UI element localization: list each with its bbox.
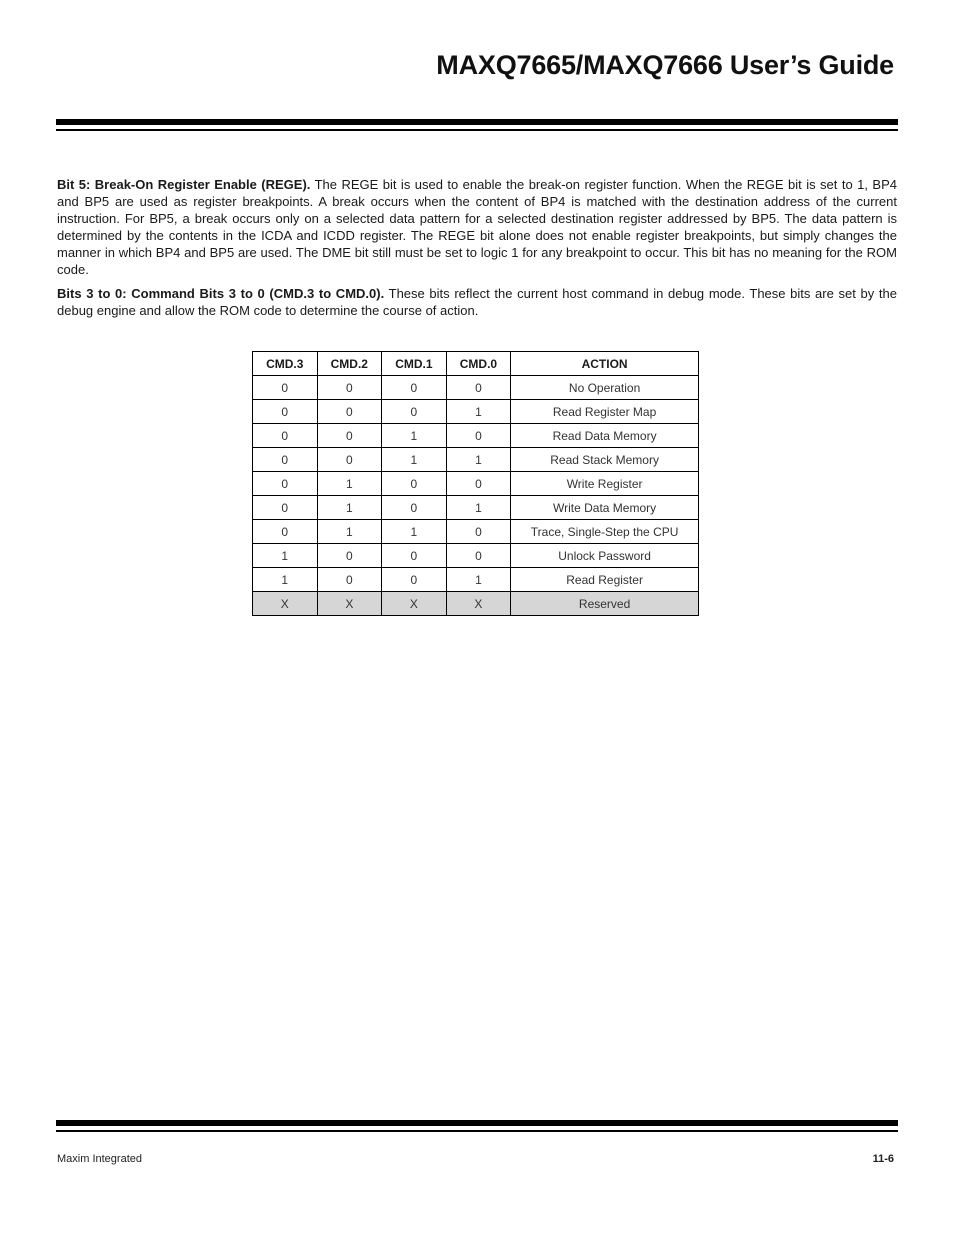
table-cell: 0 [446,520,511,544]
column-header: CMD.3 [253,352,318,376]
table-row [253,568,699,592]
table-cell: 0 [382,496,447,520]
paragraph-rege [57,176,897,278]
table-cell: 1 [317,472,382,496]
table-cell: 1 [446,400,511,424]
table-row [253,544,699,568]
table-cell: 1 [317,520,382,544]
table-cell: 0 [382,568,447,592]
table-cell: 1 [382,424,447,448]
page-number: 11-6 [872,1153,894,1165]
table-cell: X [253,592,318,616]
table-cell: 0 [382,472,447,496]
table-row [253,592,699,616]
command-table [252,351,699,616]
table-cell: Read Register [511,568,699,592]
paragraph-body: The REGE bit is used to enable the break-on register function. When the REGE bit is set to 1, BP4 and BP5 are used as register breakpoints. A break occurs when the content of BP4 is matched with the destination address of the current instruction. For BP5, a break occurs only on a selected data pattern for a selected destination register addressed by BP5. The data pattern is determined by the contents in the ICDA and ICDD register. The REGE bit alone does not enable register breakpoints, but simply changes the manner in which BP4 and BP5 are used. The DME bit still must be set to logic 1 for any breakpoint to occur. This bit has no meaning for the ROM code. [57,177,897,277]
table-cell: 0 [317,448,382,472]
table-cell: 1 [382,520,447,544]
table-cell: 0 [382,376,447,400]
table-cell: 0 [253,400,318,424]
table-row [253,496,699,520]
footer-rule-thin [56,1130,898,1132]
table-row [253,424,699,448]
table-cell: 0 [382,400,447,424]
table-cell: 0 [253,424,318,448]
table-row [253,376,699,400]
column-header: ACTION [511,352,699,376]
table-cell: 0 [446,424,511,448]
table-row [253,400,699,424]
column-header: CMD.1 [382,352,447,376]
table-cell: 0 [253,448,318,472]
table-cell: 0 [446,544,511,568]
paragraph-heading: Bit 5: Break-On Register Enable (REGE). [57,177,311,192]
footer-rule-thick [56,1120,898,1126]
table-cell: 1 [382,448,447,472]
table-cell: 1 [446,496,511,520]
table-cell: Read Register Map [511,400,699,424]
table-cell: No Operation [511,376,699,400]
table-row [253,448,699,472]
table-cell: 0 [446,472,511,496]
table-cell: Read Data Memory [511,424,699,448]
table-cell: 1 [317,496,382,520]
table-cell: 0 [253,496,318,520]
paragraph-heading: Bits 3 to 0: Command Bits 3 to 0 (CMD.3 to CMD.0). [57,286,385,301]
table-cell: 1 [446,448,511,472]
paragraph-body: These bits reflect the current host command in debug mode. These bits are set by the debug engine and allow the ROM code to determine the course of action. [57,286,897,318]
table-cell: X [382,592,447,616]
table-cell: 0 [317,400,382,424]
paragraph-cmd [57,285,897,319]
table-cell: Write Data Memory [511,496,699,520]
table-cell: 0 [446,376,511,400]
table-cell: X [446,592,511,616]
table-cell: 0 [382,544,447,568]
table-cell: 0 [317,544,382,568]
table-cell: 0 [317,424,382,448]
table-cell: 0 [253,520,318,544]
table-cell: 0 [317,568,382,592]
table-header-row [253,352,699,376]
table-cell: 0 [317,376,382,400]
table-cell: X [317,592,382,616]
table-cell: Unlock Password [511,544,699,568]
table-cell: 1 [253,568,318,592]
column-header: CMD.2 [317,352,382,376]
body-text [57,176,897,326]
table-cell: 0 [253,472,318,496]
table-cell: 1 [446,568,511,592]
footer-company: Maxim Integrated [57,1153,142,1165]
page-title: MAXQ7665/MAXQ7666 User’s Guide [436,50,894,80]
table-cell: Trace, Single-Step the CPU [511,520,699,544]
table-cell: 1 [253,544,318,568]
table-cell: Write Register [511,472,699,496]
table-cell: Read Stack Memory [511,448,699,472]
table-cell: Reserved [511,592,699,616]
table-cell: 0 [253,376,318,400]
header-rule-thick [56,119,898,125]
column-header: CMD.0 [446,352,511,376]
table-row [253,520,699,544]
table-row [253,472,699,496]
header-rule-thin [56,129,898,131]
